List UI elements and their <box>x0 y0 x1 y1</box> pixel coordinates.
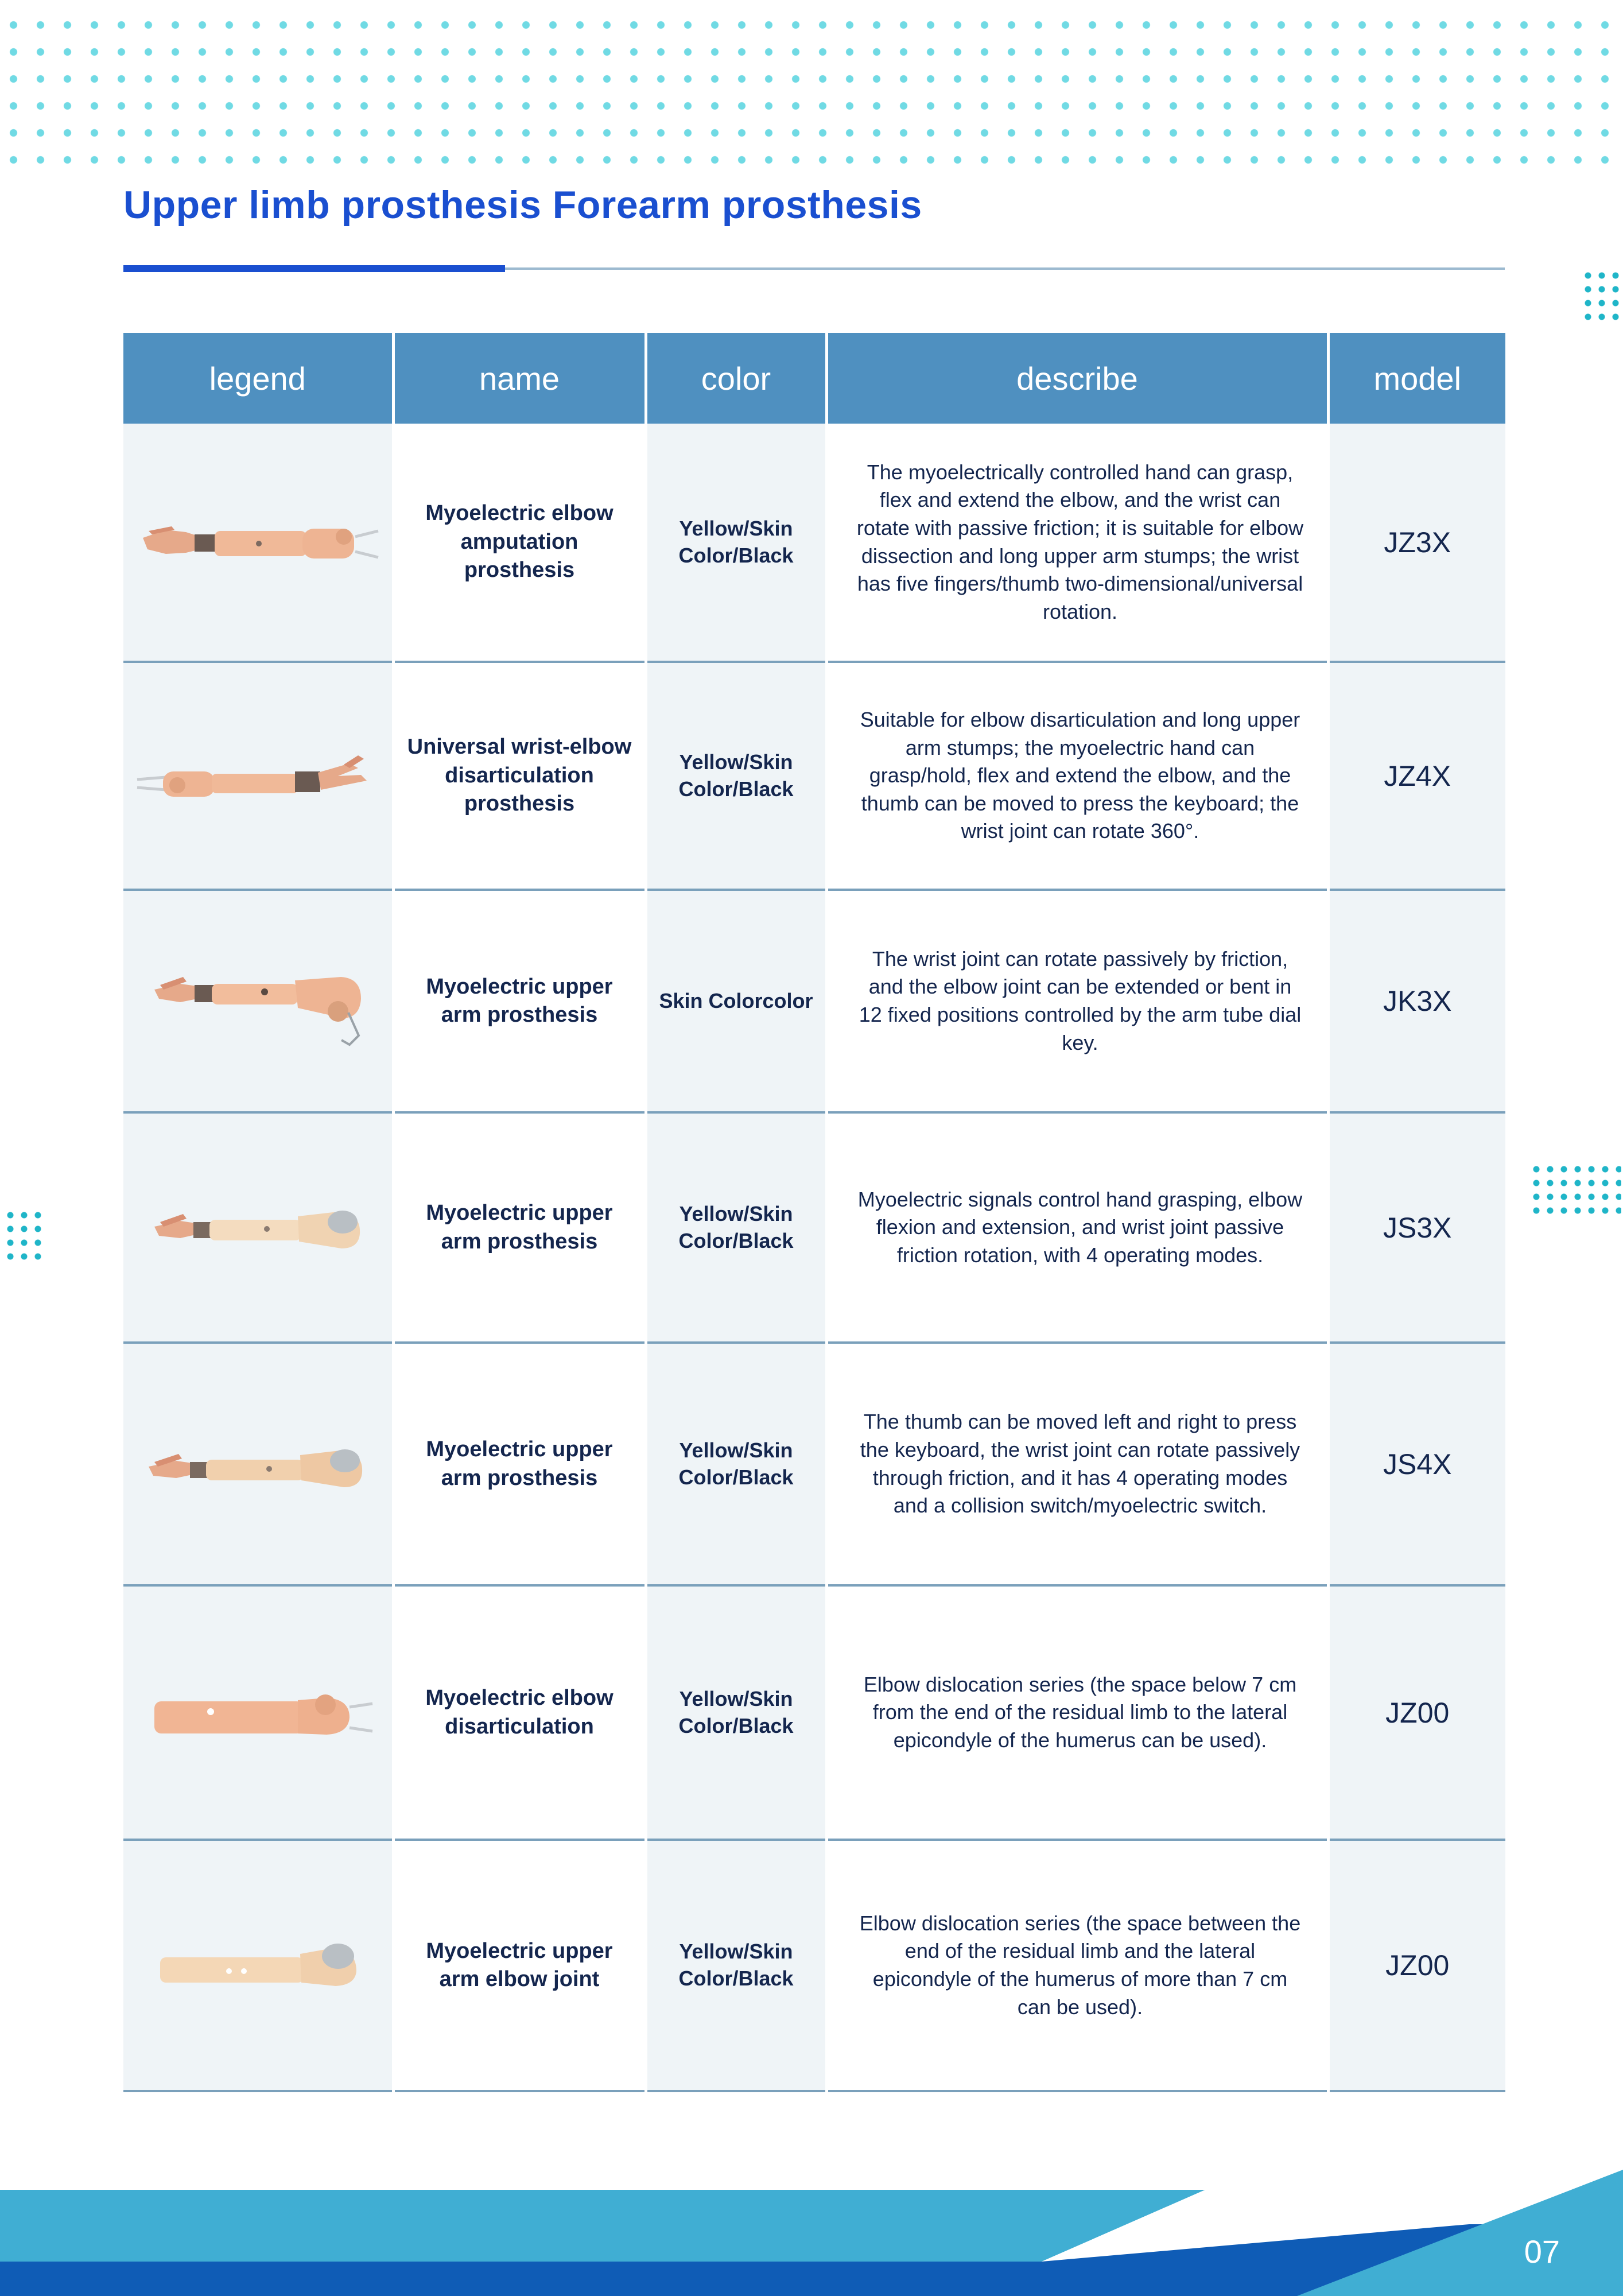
model-cell: JK3X <box>1328 890 1505 1112</box>
decorative-dot-pattern <box>0 11 1623 166</box>
description-cell: Suitable for elbow disarticulation and long upper arm stumps; the myoelectric hand can grasp/hold, flex and extend the elbow, and the thumb can be moved to press the keyboard; the wrist joint can rotate 360°. <box>826 662 1328 890</box>
color-cell: Yellow/Skin Color/Black <box>646 1112 826 1343</box>
model-cell: JS4X <box>1328 1343 1505 1585</box>
product-name-cell: Myoelectric upper arm elbow joint <box>393 1840 646 2091</box>
header-color: color <box>646 333 826 424</box>
header-model: model <box>1328 333 1505 424</box>
upper-arm-prosthesis-image <box>131 1413 384 1516</box>
elbow-amputation-prosthesis-image <box>131 497 384 588</box>
color-cell: Yellow/Skin Color/Black <box>646 1585 826 1840</box>
table-row <box>123 1840 1505 2091</box>
footer-band <box>0 2124 1623 2296</box>
model-cell: JZ3X <box>1328 424 1505 662</box>
description-cell: Elbow dislocation series (the space below 7 cm from the end of the residual limb to the lateral epicondyle of the humerus can be used). <box>826 1585 1328 1840</box>
decorative-dot-cluster-right-middle <box>1529 1162 1621 1217</box>
legend-cell <box>123 424 393 662</box>
header-describe: describe <box>826 333 1328 424</box>
upper-arm-prosthesis-image <box>131 944 384 1058</box>
table-header-row <box>123 333 1505 424</box>
description-cell: The wrist joint can rotate passively by friction, and the elbow joint can be extended or bent in 12 fixed positions controlled by the arm tube dial key. <box>826 890 1328 1112</box>
upper-arm-prosthesis-image <box>131 1176 384 1279</box>
table-row <box>123 890 1505 1112</box>
decorative-dot-cluster-right-top <box>1581 269 1622 324</box>
model-cell: JZ00 <box>1328 1840 1505 2091</box>
product-name-cell: Myoelectric upper arm prosthesis <box>393 1343 646 1585</box>
product-spec-table <box>123 333 1505 2092</box>
legend-cell <box>123 662 393 890</box>
description-cell: Myoelectric signals control hand grasping, elbow flexion and extension, and wrist joint passive friction rotation, with 4 operating modes. <box>826 1112 1328 1343</box>
elbow-disarticulation-image <box>131 1661 384 1764</box>
description-cell: Elbow dislocation series (the space between the end of the residual limb and the lateral epicondyle of the humerus of more than 7 cm can be used). <box>826 1840 1328 2091</box>
decorative-dot-cluster-left <box>3 1208 45 1263</box>
model-cell: JS3X <box>1328 1112 1505 1343</box>
color-cell: Skin Colorcolor <box>646 890 826 1112</box>
model-cell: JZ00 <box>1328 1585 1505 1840</box>
product-name-cell: Myoelectric elbow disarticulation <box>393 1585 646 1840</box>
legend-cell <box>123 890 393 1112</box>
table-row <box>123 1112 1505 1343</box>
wrist-elbow-disarticulation-prosthesis-image <box>131 730 384 822</box>
page-number: 07 <box>1524 2233 1560 2270</box>
table-row <box>123 1343 1505 1585</box>
page-title: Upper limb prosthesis Forearm prosthesis <box>123 183 922 227</box>
color-cell: Yellow/Skin Color/Black <box>646 662 826 890</box>
legend-cell <box>123 1840 393 2091</box>
table-row <box>123 662 1505 890</box>
color-cell: Yellow/Skin Color/Black <box>646 1343 826 1585</box>
product-name-cell: Myoelectric elbow amputation prosthesis <box>393 424 646 662</box>
color-cell: Yellow/Skin Color/Black <box>646 424 826 662</box>
table-row <box>123 424 1505 662</box>
legend-cell <box>123 1585 393 1840</box>
color-cell: Yellow/Skin Color/Black <box>646 1840 826 2091</box>
table-row <box>123 1585 1505 1840</box>
product-name-cell: Universal wrist-elbow disarticulation prosthesis <box>393 662 646 890</box>
model-cell: JZ4X <box>1328 662 1505 890</box>
title-divider-accent <box>123 265 505 272</box>
elbow-joint-image <box>131 1914 384 2017</box>
legend-cell <box>123 1112 393 1343</box>
product-name-cell: Myoelectric upper arm prosthesis <box>393 1112 646 1343</box>
legend-cell <box>123 1343 393 1585</box>
product-name-cell: Myoelectric upper arm prosthesis <box>393 890 646 1112</box>
header-legend: legend <box>123 333 393 424</box>
description-cell: The thumb can be moved left and right to press the keyboard, the wrist joint can rotate passively through friction, and it has 4 operating modes and a collision switch/myoelectric switch. <box>826 1343 1328 1585</box>
description-cell: The myoelectrically controlled hand can grasp, flex and extend the elbow, and the wrist can rotate with passive friction; it is suitable for elbow dissection and long upper arm stumps; the wrist has five fingers/thumb two-dimensional/universal rotation. <box>826 424 1328 662</box>
header-name: name <box>393 333 646 424</box>
